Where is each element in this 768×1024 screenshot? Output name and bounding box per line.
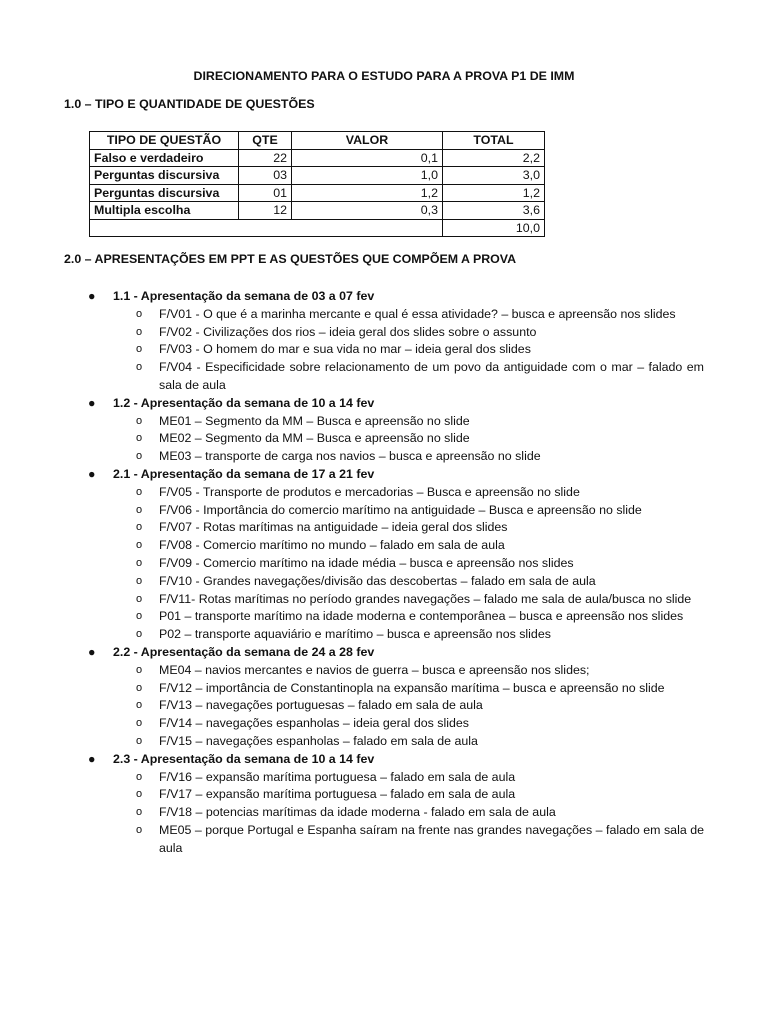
bullet-icon: ● — [88, 466, 96, 481]
cell-valor: 0,3 — [292, 202, 443, 220]
cell-total: 3,0 — [443, 167, 545, 185]
circle-bullet-icon: o — [136, 770, 143, 783]
section-heading-2: 2.0 – APRESENTAÇÕES EM PPT E AS QUESTÕES QUE COMPÕEM A PROVA — [64, 252, 517, 266]
list-item — [64, 324, 704, 342]
list-item — [64, 662, 704, 680]
list-item — [64, 341, 704, 359]
item-text: ME03 – transporte de carga nos navios – busca e apreensão no slide — [159, 449, 541, 464]
circle-bullet-icon: o — [136, 663, 143, 676]
list-item — [64, 786, 704, 804]
grand-total-cell: 10,0 — [443, 219, 545, 237]
list-item — [64, 555, 704, 573]
questions-table — [89, 131, 545, 237]
circle-bullet-icon: o — [136, 450, 143, 463]
table-row — [90, 167, 545, 185]
cell-valor: 1,0 — [292, 167, 443, 185]
item-text: F/V02 - Civilizações dos rios – ideia geral dos slides sobre o assunto — [159, 324, 537, 339]
item-text: F/V08 - Comercio marítimo no mundo – falado em sala de aula — [159, 538, 505, 553]
bullet-icon: ● — [88, 644, 96, 659]
item-text: F/V13 – navegações portuguesas – falado em sala de aula — [159, 698, 483, 713]
item-text: ME01 – Segmento da MM – Busca e apreensão no slide — [159, 413, 470, 428]
circle-bullet-icon: o — [136, 485, 143, 498]
list-item — [64, 306, 704, 324]
item-text: ME02 – Segmento da MM – Busca e apreensão no slide — [159, 431, 470, 446]
list-item — [64, 769, 704, 787]
week-title: 1.2 - Apresentação da semana de 10 a 14 fev — [113, 395, 375, 410]
circle-bullet-icon: o — [136, 823, 143, 836]
table-row — [90, 184, 545, 202]
week-heading — [64, 288, 704, 306]
circle-bullet-icon: o — [136, 574, 143, 587]
list-item — [64, 430, 704, 448]
item-text: F/V09 - Comercio marítimo na idade média – busca e apreensão nos slides — [159, 555, 574, 570]
circle-bullet-icon: o — [136, 806, 143, 819]
circle-bullet-icon: o — [136, 521, 143, 534]
bullet-icon: ● — [88, 289, 96, 303]
list-item — [64, 697, 704, 715]
item-text: F/V12 – importância de Constantinopla na expansão marítima – busca e apreensão no slide — [159, 680, 665, 695]
list-item — [64, 715, 704, 733]
cell-qte: 03 — [239, 167, 292, 185]
list-item — [64, 502, 704, 520]
item-text: F/V10 - Grandes navegações/divisão das descobertas – falado em sala de aula — [159, 573, 596, 588]
item-text: F/V06 - Importância do comercio marítimo na antiguidade – Busca e apreensão no slide — [159, 502, 642, 517]
column-header-qte: QTE — [239, 132, 292, 150]
circle-bullet-icon: o — [136, 681, 143, 694]
list-item — [64, 519, 704, 537]
week-title: 2.3 - Apresentação da semana de 10 a 14 fev — [113, 751, 375, 766]
circle-bullet-icon: o — [136, 432, 143, 445]
week-heading — [64, 644, 704, 662]
item-text: F/V17 – expansão marítima portuguesa – falado em sala de aula — [159, 787, 516, 802]
circle-bullet-icon: o — [136, 307, 143, 320]
week-heading — [64, 751, 704, 769]
circle-bullet-icon: o — [136, 343, 143, 356]
item-text: ME05 – porque Portugal e Espanha saíram na frente nas grandes navegações – falado em sala de aula — [159, 822, 704, 855]
circle-bullet-icon: o — [136, 788, 143, 801]
week-heading — [64, 395, 704, 413]
week-title: 1.1 - Apresentação da semana de 03 a 07 fev — [113, 289, 375, 303]
item-text: ME04 – navios mercantes e navios de guerra – busca e apreensão nos slides; — [159, 662, 590, 677]
cell-qte: 01 — [239, 184, 292, 202]
circle-bullet-icon: o — [136, 717, 143, 730]
week-title: 2.2 - Apresentação da semana de 24 a 28 fev — [113, 644, 375, 659]
cell-tipo: Multipla escolha — [90, 202, 239, 220]
item-text: F/V01 - O que é a marinha mercante e qual é essa atividade? – busca e apreensão nos slides — [159, 306, 676, 321]
column-header-tipo: TIPO DE QUESTÃO — [90, 132, 239, 150]
list-item — [64, 484, 704, 502]
cell-qte: 22 — [239, 149, 292, 167]
bullet-icon: ● — [88, 751, 96, 766]
list-item — [64, 626, 704, 644]
item-text: F/V04 - Especificidade sobre relacionamento de um povo da antiguidade com o mar – falado em sala de aula — [159, 360, 704, 392]
table-row — [90, 149, 545, 167]
circle-bullet-icon: o — [136, 592, 143, 605]
cell-valor: 1,2 — [292, 184, 443, 202]
list-item — [64, 448, 704, 466]
item-text: P02 – transporte aquaviário e marítimo – busca e apreensão nos slides — [159, 627, 551, 642]
week-heading — [64, 466, 704, 484]
item-text: F/V03 - O homem do mar e sua vida no mar – ideia geral dos slides — [159, 342, 531, 357]
list-item — [64, 608, 704, 626]
cell-tipo: Perguntas discursiva — [90, 184, 239, 202]
list-item — [64, 359, 704, 395]
circle-bullet-icon: o — [136, 699, 143, 712]
cell-total: 2,2 — [443, 149, 545, 167]
section-heading-1: 1.0 – TIPO E QUANTIDADE DE QUESTÕES — [64, 97, 315, 111]
circle-bullet-icon: o — [136, 539, 143, 552]
item-text: F/V16 – expansão marítima portuguesa – falado em sala de aula — [159, 769, 516, 784]
item-text: F/V11- Rotas marítimas no período grandes navegações – falado me sala de aula/busca no slide — [159, 591, 692, 606]
cell-total: 1,2 — [443, 184, 545, 202]
document-title: DIRECIONAMENTO PARA O ESTUDO PARA A PROVA P1 DE IMM — [193, 69, 575, 83]
circle-bullet-icon: o — [136, 503, 143, 516]
circle-bullet-icon: o — [136, 610, 143, 623]
circle-bullet-icon: o — [136, 325, 143, 338]
column-header-total: TOTAL — [443, 132, 545, 150]
item-text: F/V15 – navegações espanholas – falado em sala de aula — [159, 733, 478, 748]
cell-total: 3,6 — [443, 202, 545, 220]
circle-bullet-icon: o — [136, 628, 143, 641]
cell-tipo: Falso e verdadeiro — [90, 149, 239, 167]
list-item — [64, 804, 704, 822]
presentation-outline — [64, 288, 704, 858]
item-text: F/V14 – navegações espanholas – ideia geral dos slides — [159, 716, 469, 731]
list-item — [64, 573, 704, 591]
list-item — [64, 733, 704, 751]
list-item — [64, 822, 704, 858]
total-row-spacer — [90, 219, 443, 237]
item-text: F/V05 - Transporte de produtos e mercadorias – Busca e apreensão no slide — [159, 484, 580, 499]
table-header-row — [90, 132, 545, 150]
list-item — [64, 591, 704, 609]
cell-tipo: Perguntas discursiva — [90, 167, 239, 185]
item-text: F/V18 – potencias marítimas da idade moderna - falado em sala de aula — [159, 805, 556, 820]
cell-valor: 0,1 — [292, 149, 443, 167]
circle-bullet-icon: o — [136, 414, 143, 427]
week-title: 2.1 - Apresentação da semana de 17 a 21 fev — [113, 466, 375, 481]
table-row — [90, 202, 545, 220]
item-text: P01 – transporte marítimo na idade moderna e contemporânea – busca e apreensão nos slides — [159, 609, 684, 624]
circle-bullet-icon: o — [136, 361, 143, 374]
list-item — [64, 680, 704, 698]
table-total-row — [90, 219, 545, 237]
column-header-valor: VALOR — [292, 132, 443, 150]
circle-bullet-icon: o — [136, 734, 143, 747]
cell-qte: 12 — [239, 202, 292, 220]
circle-bullet-icon: o — [136, 556, 143, 569]
list-item — [64, 537, 704, 555]
bullet-icon: ● — [88, 395, 96, 410]
list-item — [64, 413, 704, 431]
item-text: F/V07 - Rotas marítimas na antiguidade – ideia geral dos slides — [159, 520, 508, 535]
